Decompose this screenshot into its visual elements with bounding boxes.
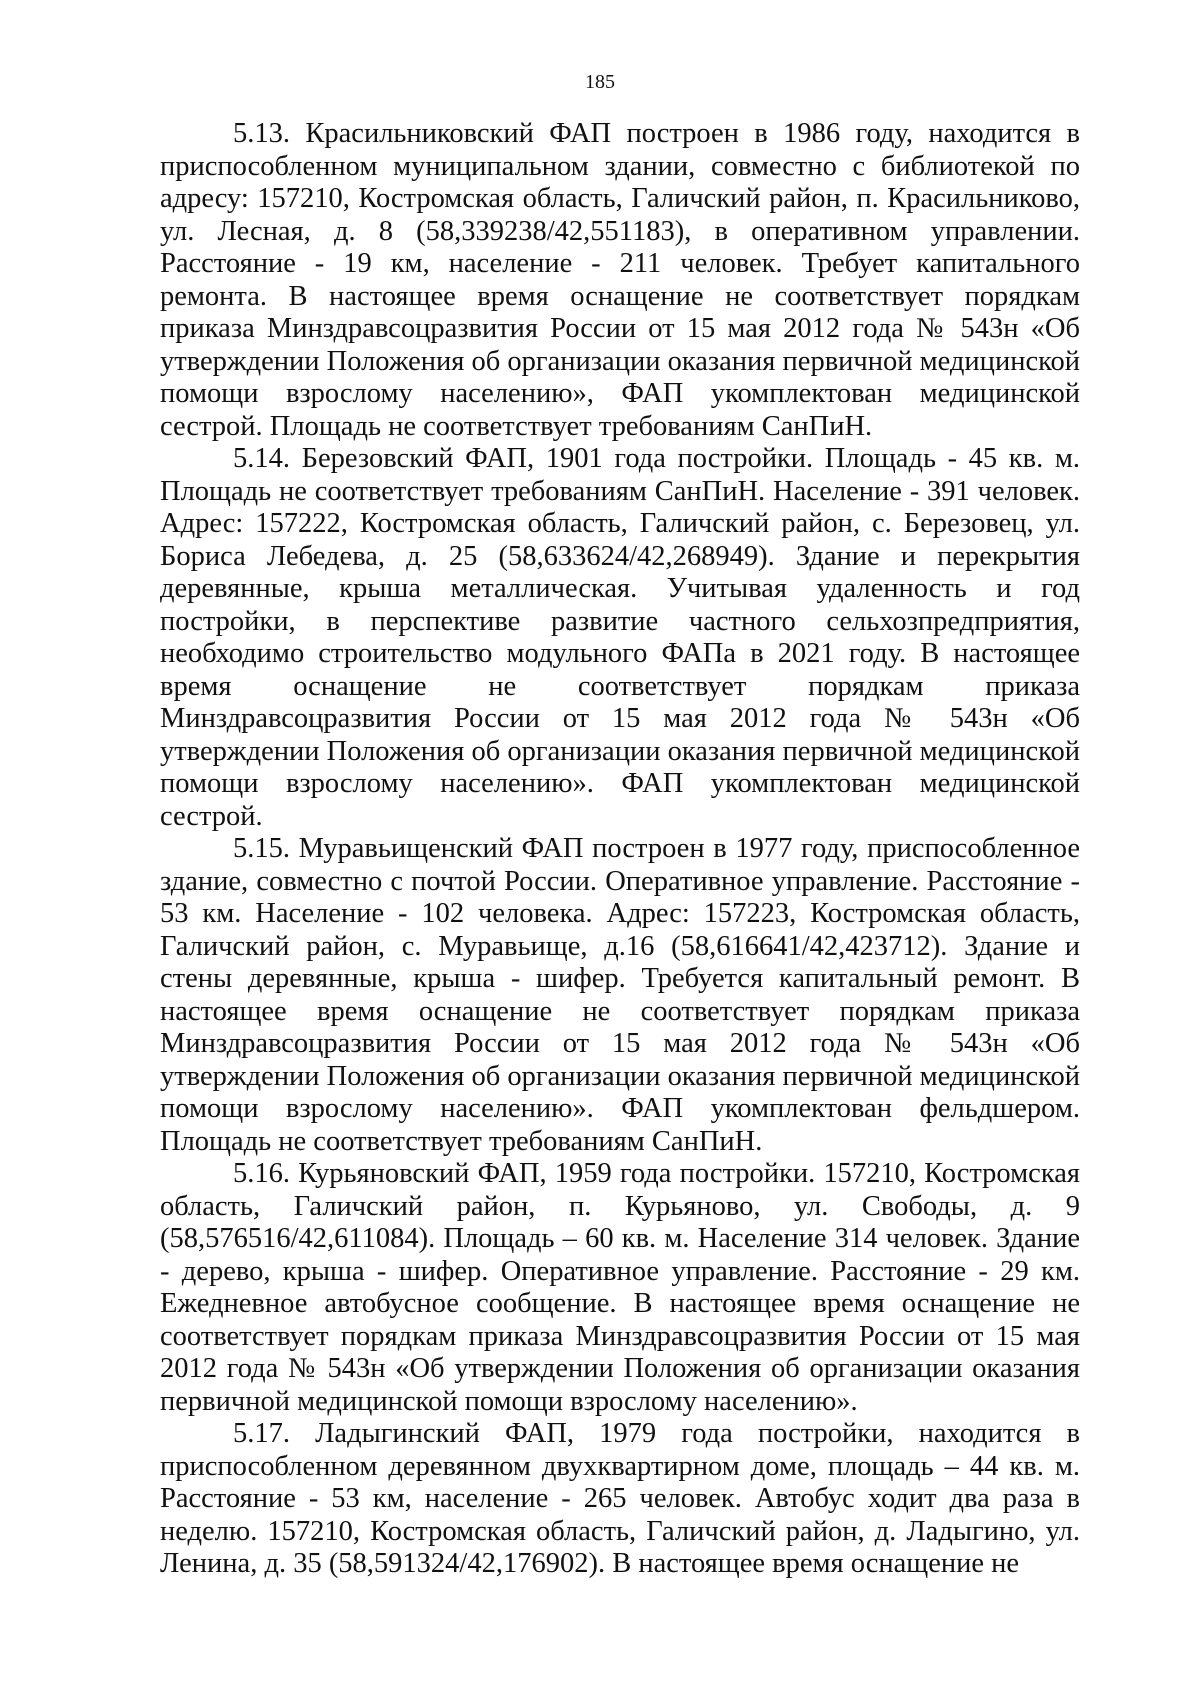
paragraph-5-13: 5.13. Красильниковский ФАП построен в 1986 году, находится в приспособленном муниципальном здании, совместно с библиотекой по адресу: 157210, Костромская область, Галичский район, п. Красильниково, ул. Лесная, д. 8 (58,339238/42,551183), в оперативном управлении. Расстояние - 19 км, население - 211 человек. Требует капитального ремонта. В настоящее время оснащение не соответствует порядкам приказа Минздравсоцразвития России от 15 мая 2012 года № 543н «Об утверждении Положения об организации оказания первичной медицинской помощи взрослому населению», ФАП укомплектован медицинской сестрой. Площадь не соответствует требованиям СанПиН. <box>160 118 1080 442</box>
page-number: 185 <box>585 71 615 93</box>
document-body <box>160 118 1080 1581</box>
paragraph-5-14: 5.14. Березовский ФАП, 1901 года постройки. Площадь - 45 кв. м. Площадь не соответствует требованиям СанПиН. Население - 391 человек. Адрес: 157222, Костромская область, Галичский район, с. Березовец, ул. Бориса Лебедева, д. 25 (58,633624/42,268949). Здание и перекрытия деревянные, крыша металлическая. Учитывая удаленность и год постройки, в перспективе развитие частного сельхозпредприятия, необходимо строительство модульного ФАПа в 2021 году. В настоящее время оснащение не соответствует порядкам приказа Минздравсоцразвития России от 15 мая 2012 года № 543н «Об утверждении Положения об организации оказания первичной медицинской помощи взрослому населению». ФАП укомплектован медицинской сестрой. <box>160 443 1080 832</box>
paragraph-5-17: 5.17. Ладыгинский ФАП, 1979 года постройки, находится в приспособленном деревянном двухквартирном доме, площадь – 44 кв. м. Расстояние - 53 км, население - 265 человек. Автобус ходит два раза в неделю. 157210, Костромская область, Галичский район, д. Ладыгино, ул. Ленина, д. 35 (58,591324/42,176902). В настоящее время оснащение не <box>160 1418 1080 1579</box>
paragraph-5-15: 5.15. Муравьищенский ФАП построен в 1977 году, приспособленное здание, совместно с почтой России. Оперативное управление. Расстояние - 53 км. Население - 102 человека. Адрес: 157223, Костромская область, Галичский район, с. Муравьище, д.16 (58,616641/42,423712). Здание и стены деревянные, крыша - шифер. Требуется капитальный ремонт. В настоящее время оснащение не соответствует порядкам приказа Минздравсоцразвития России от 15 мая 2012 года № 543н «Об утверждении Положения об организации оказания первичной медицинской помощи взрослому населению». ФАП укомплектован фельдшером. Площадь не соответствует требованиям СанПиН. <box>160 833 1080 1157</box>
paragraph-5-16: 5.16. Курьяновский ФАП, 1959 года постройки. 157210, Костромская область, Галичский район, п. Курьяново, ул. Свободы, д. 9 (58,576516/42,611084). Площадь – 60 кв. м. Население 314 человек. Здание - дерево, крыша - шифер. Оперативное управление. Расстояние - 29 км. Ежедневное автобусное сообщение. В настоящее время оснащение не соответствует порядкам приказа Минздравсоцразвития России от 15 мая 2012 года № 543н «Об утверждении Положения об организации оказания первичной медицинской помощи взрослому населению». <box>160 1158 1080 1417</box>
